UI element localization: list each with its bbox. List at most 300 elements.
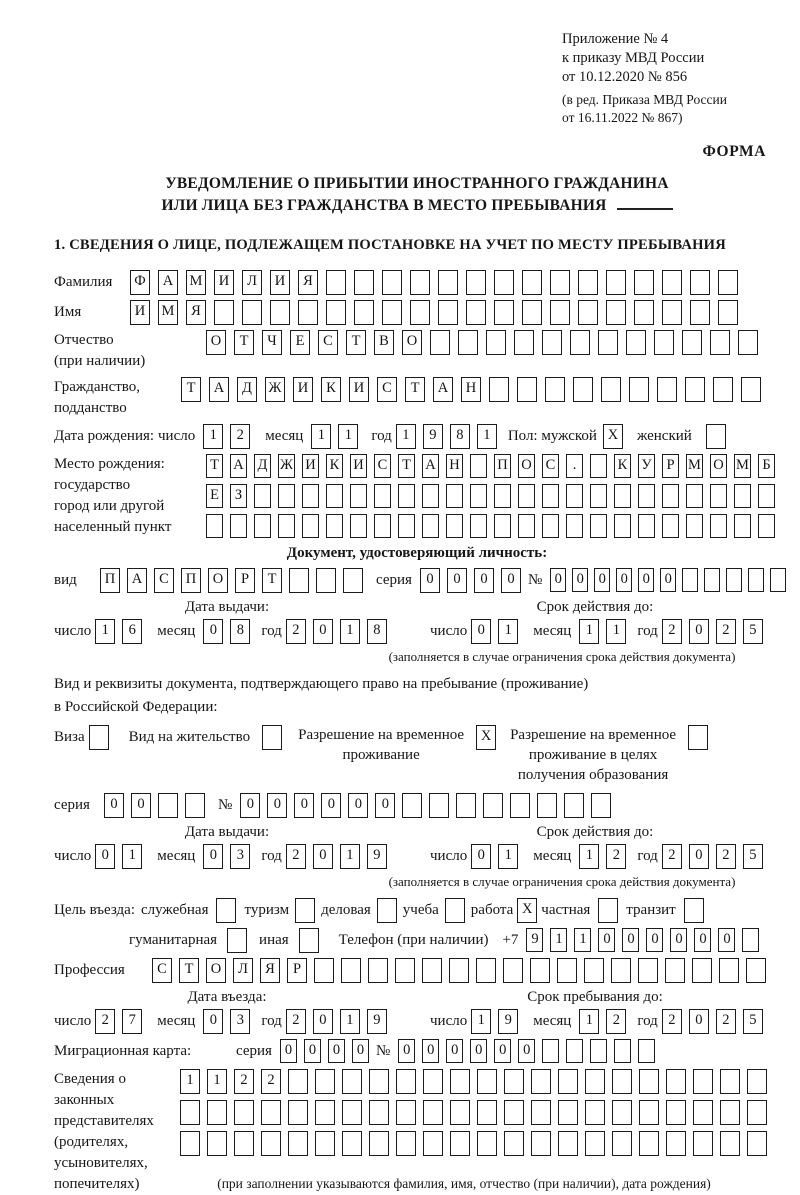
- char-cell[interactable]: [518, 514, 535, 538]
- char-cell[interactable]: [537, 793, 557, 818]
- char-cell[interactable]: 0: [646, 928, 663, 952]
- char-cell[interactable]: 0: [694, 928, 711, 952]
- char-cell[interactable]: [606, 300, 626, 325]
- char-cell[interactable]: 0: [447, 568, 467, 593]
- char-cell[interactable]: А: [433, 377, 453, 402]
- char-cell[interactable]: 1: [579, 1009, 599, 1034]
- char-cell[interactable]: [686, 514, 703, 538]
- char-cell[interactable]: [446, 484, 463, 508]
- char-cell[interactable]: 2: [286, 1009, 306, 1034]
- char-cell[interactable]: [693, 1100, 713, 1125]
- char-cell[interactable]: [639, 1131, 659, 1156]
- char-cell[interactable]: [476, 958, 496, 983]
- patronymic-cells[interactable]: [206, 330, 766, 355]
- char-cell[interactable]: [710, 484, 727, 508]
- char-cell[interactable]: [531, 1100, 551, 1125]
- char-cell[interactable]: [180, 1100, 200, 1125]
- char-cell[interactable]: О: [518, 454, 535, 478]
- char-cell[interactable]: Т: [234, 330, 254, 355]
- char-cell[interactable]: [466, 270, 486, 295]
- char-cell[interactable]: [738, 330, 758, 355]
- char-cell[interactable]: 0: [622, 928, 639, 952]
- char-cell[interactable]: М: [158, 300, 178, 325]
- char-cell[interactable]: [614, 484, 631, 508]
- char-cell[interactable]: Т: [179, 958, 199, 983]
- char-cell[interactable]: [477, 1069, 497, 1094]
- char-cell[interactable]: 2: [286, 844, 306, 869]
- purpose-transit-checkbox[interactable]: [684, 898, 704, 923]
- char-cell[interactable]: С: [377, 377, 397, 402]
- char-cell[interactable]: [626, 330, 646, 355]
- char-cell[interactable]: 0: [267, 793, 287, 818]
- char-cell[interactable]: [693, 1131, 713, 1156]
- char-cell[interactable]: 9: [526, 928, 543, 952]
- char-cell[interactable]: 0: [375, 793, 395, 818]
- char-cell[interactable]: А: [422, 454, 439, 478]
- char-cell[interactable]: .: [566, 454, 583, 478]
- char-cell[interactable]: 0: [203, 844, 223, 869]
- representatives-row-1[interactable]: [180, 1069, 774, 1094]
- char-cell[interactable]: [518, 484, 535, 508]
- char-cell[interactable]: [601, 377, 621, 402]
- char-cell[interactable]: [770, 568, 786, 592]
- char-cell[interactable]: 1: [340, 619, 360, 644]
- doc-valid-month-cells[interactable]: [579, 619, 633, 644]
- purpose-business-checkbox[interactable]: [377, 898, 397, 923]
- char-cell[interactable]: [734, 484, 751, 508]
- char-cell[interactable]: С: [152, 958, 172, 983]
- char-cell[interactable]: [350, 514, 367, 538]
- char-cell[interactable]: [158, 793, 178, 818]
- char-cell[interactable]: [230, 514, 247, 538]
- char-cell[interactable]: [545, 377, 565, 402]
- char-cell[interactable]: 0: [328, 1039, 345, 1063]
- char-cell[interactable]: [494, 270, 514, 295]
- char-cell[interactable]: С: [318, 330, 338, 355]
- migration-series-cells[interactable]: [280, 1039, 376, 1063]
- char-cell[interactable]: [430, 330, 450, 355]
- char-cell[interactable]: 0: [660, 568, 676, 592]
- char-cell[interactable]: Н: [446, 454, 463, 478]
- birth-place-row-1[interactable]: [206, 454, 782, 478]
- char-cell[interactable]: [693, 1069, 713, 1094]
- char-cell[interactable]: [410, 270, 430, 295]
- char-cell[interactable]: [566, 1039, 583, 1063]
- char-cell[interactable]: [438, 270, 458, 295]
- char-cell[interactable]: [438, 300, 458, 325]
- char-cell[interactable]: [180, 1131, 200, 1156]
- char-cell[interactable]: 1: [95, 619, 115, 644]
- char-cell[interactable]: [590, 454, 607, 478]
- char-cell[interactable]: 2: [606, 1009, 626, 1034]
- char-cell[interactable]: [368, 958, 388, 983]
- entry-year-cells[interactable]: [286, 1009, 394, 1034]
- char-cell[interactable]: [326, 484, 343, 508]
- char-cell[interactable]: К: [326, 454, 343, 478]
- char-cell[interactable]: [741, 377, 761, 402]
- char-cell[interactable]: [396, 1131, 416, 1156]
- char-cell[interactable]: 5: [743, 844, 763, 869]
- char-cell[interactable]: [288, 1069, 308, 1094]
- char-cell[interactable]: [542, 1039, 559, 1063]
- char-cell[interactable]: [662, 270, 682, 295]
- char-cell[interactable]: [639, 1069, 659, 1094]
- char-cell[interactable]: [590, 484, 607, 508]
- purpose-humanitarian-checkbox[interactable]: [227, 928, 247, 953]
- char-cell[interactable]: [629, 377, 649, 402]
- char-cell[interactable]: [692, 958, 712, 983]
- char-cell[interactable]: [747, 1069, 767, 1094]
- birth-day-cells[interactable]: [203, 424, 257, 449]
- char-cell[interactable]: [720, 1131, 740, 1156]
- char-cell[interactable]: 2: [662, 619, 682, 644]
- char-cell[interactable]: 2: [662, 1009, 682, 1034]
- char-cell[interactable]: 0: [313, 1009, 333, 1034]
- char-cell[interactable]: [578, 270, 598, 295]
- char-cell[interactable]: [422, 484, 439, 508]
- char-cell[interactable]: [558, 1069, 578, 1094]
- stay-day-cells[interactable]: [471, 1009, 525, 1034]
- char-cell[interactable]: [564, 793, 584, 818]
- char-cell[interactable]: П: [494, 454, 511, 478]
- permit-issue-year-cells[interactable]: [286, 844, 394, 869]
- char-cell[interactable]: 9: [423, 424, 443, 449]
- char-cell[interactable]: 0: [471, 844, 491, 869]
- char-cell[interactable]: О: [402, 330, 422, 355]
- char-cell[interactable]: [566, 514, 583, 538]
- char-cell[interactable]: [350, 484, 367, 508]
- char-cell[interactable]: 0: [131, 793, 151, 818]
- char-cell[interactable]: [566, 484, 583, 508]
- char-cell[interactable]: [550, 300, 570, 325]
- char-cell[interactable]: [606, 270, 626, 295]
- char-cell[interactable]: [206, 514, 223, 538]
- char-cell[interactable]: 1: [207, 1069, 227, 1094]
- char-cell[interactable]: [278, 514, 295, 538]
- char-cell[interactable]: [214, 300, 234, 325]
- char-cell[interactable]: [234, 1100, 254, 1125]
- char-cell[interactable]: [662, 514, 679, 538]
- char-cell[interactable]: 0: [689, 844, 709, 869]
- char-cell[interactable]: 0: [594, 568, 610, 592]
- char-cell[interactable]: Ч: [262, 330, 282, 355]
- char-cell[interactable]: С: [154, 568, 174, 593]
- char-cell[interactable]: 0: [471, 619, 491, 644]
- char-cell[interactable]: [542, 484, 559, 508]
- permit-series-cells[interactable]: [104, 793, 212, 818]
- char-cell[interactable]: Ж: [265, 377, 285, 402]
- char-cell[interactable]: 0: [203, 1009, 223, 1034]
- char-cell[interactable]: [634, 270, 654, 295]
- char-cell[interactable]: 9: [367, 844, 387, 869]
- char-cell[interactable]: 1: [340, 844, 360, 869]
- birth-place-row-3[interactable]: [206, 514, 782, 538]
- char-cell[interactable]: [612, 1131, 632, 1156]
- char-cell[interactable]: Е: [290, 330, 310, 355]
- char-cell[interactable]: [639, 1100, 659, 1125]
- char-cell[interactable]: [470, 484, 487, 508]
- purpose-private-checkbox[interactable]: [598, 898, 618, 923]
- char-cell[interactable]: [742, 928, 759, 952]
- char-cell[interactable]: [207, 1131, 227, 1156]
- char-cell[interactable]: Р: [235, 568, 255, 593]
- char-cell[interactable]: 1: [550, 928, 567, 952]
- char-cell[interactable]: А: [230, 454, 247, 478]
- char-cell[interactable]: 2: [606, 844, 626, 869]
- char-cell[interactable]: [550, 270, 570, 295]
- doc-valid-year-cells[interactable]: [662, 619, 770, 644]
- char-cell[interactable]: [261, 1100, 281, 1125]
- citizenship-cells[interactable]: [181, 377, 769, 402]
- char-cell[interactable]: [690, 300, 710, 325]
- permit-valid-day-cells[interactable]: [471, 844, 525, 869]
- phone-cells[interactable]: [526, 928, 766, 952]
- char-cell[interactable]: [316, 568, 336, 593]
- char-cell[interactable]: Т: [405, 377, 425, 402]
- char-cell[interactable]: 8: [230, 619, 250, 644]
- char-cell[interactable]: 1: [311, 424, 331, 449]
- char-cell[interactable]: 0: [420, 568, 440, 593]
- representatives-row-3[interactable]: [180, 1131, 774, 1156]
- char-cell[interactable]: [665, 958, 685, 983]
- temp-residence-edu-checkbox[interactable]: [688, 725, 708, 750]
- char-cell[interactable]: 0: [294, 793, 314, 818]
- char-cell[interactable]: [504, 1131, 524, 1156]
- char-cell[interactable]: [278, 484, 295, 508]
- char-cell[interactable]: [302, 484, 319, 508]
- char-cell[interactable]: [314, 958, 334, 983]
- char-cell[interactable]: Д: [254, 454, 271, 478]
- char-cell[interactable]: О: [206, 958, 226, 983]
- char-cell[interactable]: [710, 514, 727, 538]
- char-cell[interactable]: О: [710, 454, 727, 478]
- char-cell[interactable]: [557, 958, 577, 983]
- char-cell[interactable]: [315, 1100, 335, 1125]
- char-cell[interactable]: 0: [474, 568, 494, 593]
- char-cell[interactable]: [302, 514, 319, 538]
- char-cell[interactable]: [261, 1131, 281, 1156]
- entry-month-cells[interactable]: [203, 1009, 257, 1034]
- char-cell[interactable]: [270, 300, 290, 325]
- char-cell[interactable]: [382, 270, 402, 295]
- char-cell[interactable]: [585, 1100, 605, 1125]
- char-cell[interactable]: У: [638, 454, 655, 478]
- char-cell[interactable]: 5: [743, 1009, 763, 1034]
- char-cell[interactable]: 2: [95, 1009, 115, 1034]
- char-cell[interactable]: [289, 568, 309, 593]
- residence-permit-checkbox[interactable]: [262, 725, 282, 750]
- char-cell[interactable]: [326, 300, 346, 325]
- char-cell[interactable]: 2: [286, 619, 306, 644]
- char-cell[interactable]: Т: [346, 330, 366, 355]
- permit-issue-day-cells[interactable]: [95, 844, 149, 869]
- char-cell[interactable]: [470, 454, 487, 478]
- char-cell[interactable]: Р: [287, 958, 307, 983]
- char-cell[interactable]: [584, 958, 604, 983]
- char-cell[interactable]: 1: [477, 424, 497, 449]
- char-cell[interactable]: [422, 958, 442, 983]
- char-cell[interactable]: Н: [461, 377, 481, 402]
- char-cell[interactable]: А: [158, 270, 178, 295]
- char-cell[interactable]: З: [230, 484, 247, 508]
- char-cell[interactable]: 2: [234, 1069, 254, 1094]
- doc-issue-year-cells[interactable]: [286, 619, 394, 644]
- char-cell[interactable]: О: [208, 568, 228, 593]
- char-cell[interactable]: [254, 484, 271, 508]
- char-cell[interactable]: [466, 300, 486, 325]
- char-cell[interactable]: [429, 793, 449, 818]
- char-cell[interactable]: О: [206, 330, 226, 355]
- char-cell[interactable]: [590, 514, 607, 538]
- char-cell[interactable]: [450, 1069, 470, 1094]
- char-cell[interactable]: [758, 484, 775, 508]
- sex-female-checkbox[interactable]: [706, 424, 726, 449]
- stay-month-cells[interactable]: [579, 1009, 633, 1034]
- char-cell[interactable]: [514, 330, 534, 355]
- char-cell[interactable]: [666, 1131, 686, 1156]
- char-cell[interactable]: [611, 958, 631, 983]
- char-cell[interactable]: Е: [206, 484, 223, 508]
- char-cell[interactable]: Л: [233, 958, 253, 983]
- permit-valid-month-cells[interactable]: [579, 844, 633, 869]
- char-cell[interactable]: И: [293, 377, 313, 402]
- char-cell[interactable]: 1: [122, 844, 142, 869]
- char-cell[interactable]: [494, 484, 511, 508]
- char-cell[interactable]: [713, 377, 733, 402]
- char-cell[interactable]: 8: [450, 424, 470, 449]
- char-cell[interactable]: [477, 1100, 497, 1125]
- char-cell[interactable]: И: [350, 454, 367, 478]
- name-cells[interactable]: [130, 300, 746, 325]
- char-cell[interactable]: [207, 1100, 227, 1125]
- char-cell[interactable]: 0: [689, 619, 709, 644]
- char-cell[interactable]: 2: [716, 844, 736, 869]
- char-cell[interactable]: [590, 1039, 607, 1063]
- char-cell[interactable]: 1: [579, 844, 599, 869]
- char-cell[interactable]: [382, 300, 402, 325]
- char-cell[interactable]: [396, 1100, 416, 1125]
- char-cell[interactable]: [234, 1131, 254, 1156]
- char-cell[interactable]: В: [374, 330, 394, 355]
- birth-year-cells[interactable]: [396, 424, 504, 449]
- char-cell[interactable]: [450, 1131, 470, 1156]
- char-cell[interactable]: [686, 484, 703, 508]
- birth-month-cells[interactable]: [311, 424, 365, 449]
- char-cell[interactable]: [477, 1131, 497, 1156]
- char-cell[interactable]: [530, 958, 550, 983]
- char-cell[interactable]: 1: [574, 928, 591, 952]
- char-cell[interactable]: 2: [230, 424, 250, 449]
- char-cell[interactable]: [662, 300, 682, 325]
- char-cell[interactable]: [374, 484, 391, 508]
- char-cell[interactable]: 7: [122, 1009, 142, 1034]
- char-cell[interactable]: [450, 1100, 470, 1125]
- char-cell[interactable]: 1: [498, 619, 518, 644]
- char-cell[interactable]: [369, 1131, 389, 1156]
- char-cell[interactable]: 8: [367, 619, 387, 644]
- entry-day-cells[interactable]: [95, 1009, 149, 1034]
- char-cell[interactable]: Т: [262, 568, 282, 593]
- char-cell[interactable]: [369, 1069, 389, 1094]
- char-cell[interactable]: [726, 568, 742, 592]
- char-cell[interactable]: [718, 270, 738, 295]
- char-cell[interactable]: 0: [104, 793, 124, 818]
- char-cell[interactable]: 0: [398, 1039, 415, 1063]
- purpose-work-checkbox[interactable]: X: [517, 898, 537, 923]
- char-cell[interactable]: 1: [180, 1069, 200, 1094]
- char-cell[interactable]: [483, 793, 503, 818]
- char-cell[interactable]: [654, 330, 674, 355]
- char-cell[interactable]: 0: [313, 844, 333, 869]
- char-cell[interactable]: [456, 793, 476, 818]
- char-cell[interactable]: [288, 1131, 308, 1156]
- char-cell[interactable]: [298, 300, 318, 325]
- surname-cells[interactable]: [130, 270, 746, 295]
- char-cell[interactable]: 0: [501, 568, 521, 593]
- char-cell[interactable]: Ф: [130, 270, 150, 295]
- char-cell[interactable]: [422, 514, 439, 538]
- char-cell[interactable]: И: [214, 270, 234, 295]
- char-cell[interactable]: [288, 1100, 308, 1125]
- profession-cells[interactable]: [152, 958, 773, 983]
- char-cell[interactable]: [746, 958, 766, 983]
- char-cell[interactable]: [354, 300, 374, 325]
- char-cell[interactable]: [638, 484, 655, 508]
- char-cell[interactable]: 0: [470, 1039, 487, 1063]
- permit-valid-year-cells[interactable]: [662, 844, 770, 869]
- char-cell[interactable]: И: [270, 270, 290, 295]
- char-cell[interactable]: [638, 514, 655, 538]
- permit-issue-month-cells[interactable]: [203, 844, 257, 869]
- char-cell[interactable]: 0: [203, 619, 223, 644]
- char-cell[interactable]: [662, 484, 679, 508]
- char-cell[interactable]: [657, 377, 677, 402]
- char-cell[interactable]: [486, 330, 506, 355]
- char-cell[interactable]: [666, 1100, 686, 1125]
- char-cell[interactable]: [402, 793, 422, 818]
- char-cell[interactable]: 0: [280, 1039, 297, 1063]
- char-cell[interactable]: [573, 377, 593, 402]
- char-cell[interactable]: [522, 300, 542, 325]
- char-cell[interactable]: И: [130, 300, 150, 325]
- char-cell[interactable]: 0: [240, 793, 260, 818]
- char-cell[interactable]: [734, 514, 751, 538]
- char-cell[interactable]: 0: [670, 928, 687, 952]
- char-cell[interactable]: 1: [338, 424, 358, 449]
- char-cell[interactable]: [343, 568, 363, 593]
- char-cell[interactable]: [342, 1069, 362, 1094]
- char-cell[interactable]: [719, 958, 739, 983]
- char-cell[interactable]: [614, 514, 631, 538]
- char-cell[interactable]: П: [181, 568, 201, 593]
- char-cell[interactable]: С: [542, 454, 559, 478]
- purpose-tourism-checkbox[interactable]: [295, 898, 315, 923]
- char-cell[interactable]: [748, 568, 764, 592]
- char-cell[interactable]: 0: [304, 1039, 321, 1063]
- char-cell[interactable]: Т: [398, 454, 415, 478]
- char-cell[interactable]: [542, 330, 562, 355]
- char-cell[interactable]: [369, 1100, 389, 1125]
- char-cell[interactable]: 1: [340, 1009, 360, 1034]
- char-cell[interactable]: 1: [471, 1009, 491, 1034]
- char-cell[interactable]: [558, 1100, 578, 1125]
- doc-valid-day-cells[interactable]: [471, 619, 525, 644]
- char-cell[interactable]: [410, 300, 430, 325]
- doc-number-cells[interactable]: [550, 568, 792, 592]
- char-cell[interactable]: Л: [242, 270, 262, 295]
- char-cell[interactable]: [585, 1069, 605, 1094]
- char-cell[interactable]: [423, 1069, 443, 1094]
